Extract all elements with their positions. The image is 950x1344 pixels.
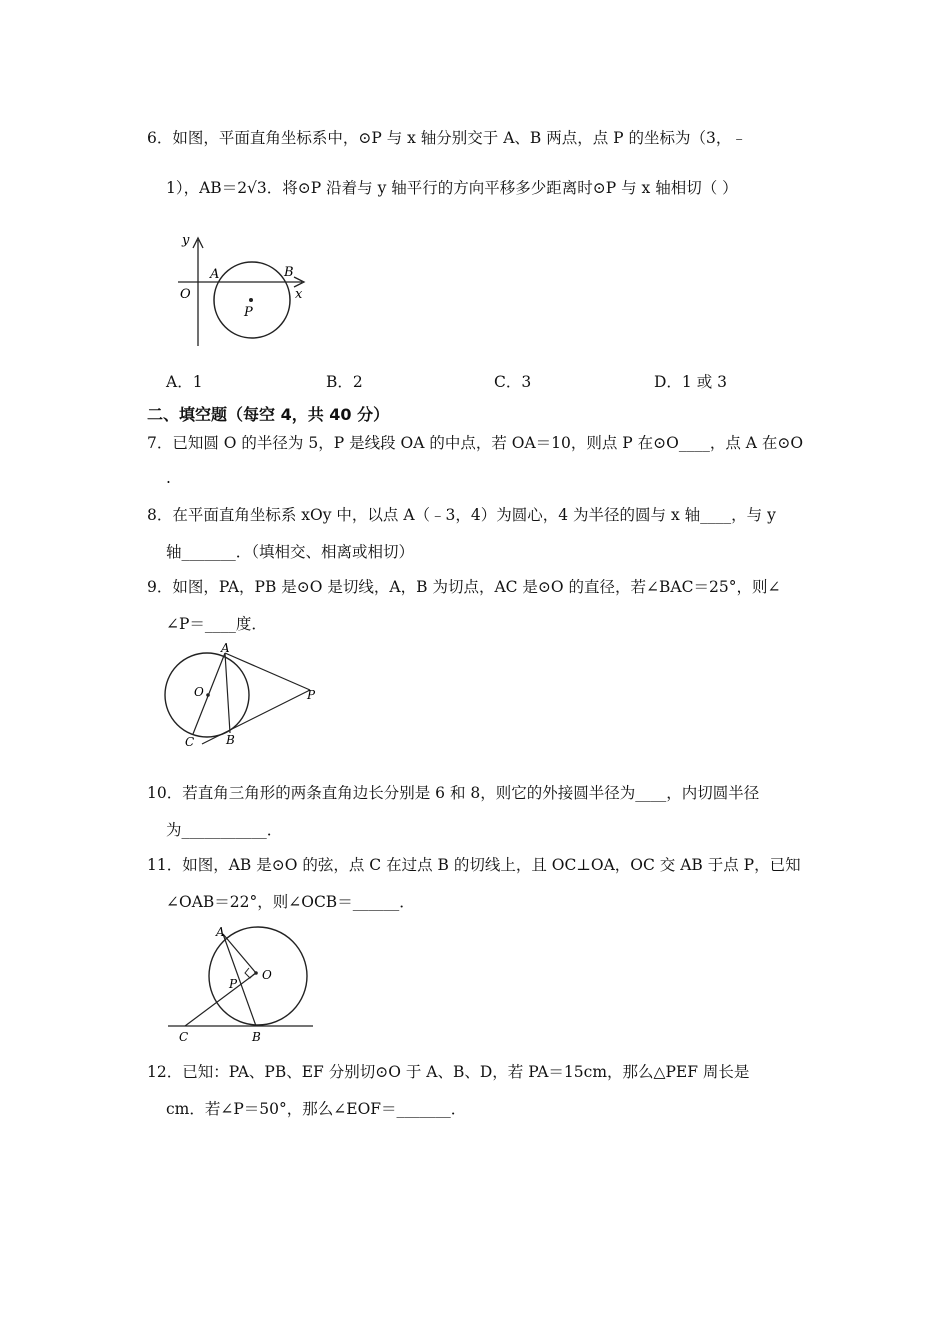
q6-text-line1: 6．如图，平面直角坐标系中，⊙P 与 x 轴分别交于 A、B 两点，点 P 的坐标为（3，﹣ [147, 129, 747, 147]
q11-chord-ab [223, 934, 256, 1026]
q9-label-c: C [185, 735, 195, 749]
q11-radius-oa [223, 934, 256, 973]
q11-circle-o [209, 927, 307, 1025]
q11-chord-figure [163, 920, 318, 1045]
q6-coordinate-figure [170, 228, 320, 353]
section2-heading: 二、填空题（每空 4，共 40 分） [147, 405, 390, 424]
q8-text-line2: 轴_______．（填相交、相离或相切） [166, 543, 415, 561]
q11-text-line2: ∠OAB＝22°，则∠OCB＝______． [166, 893, 415, 911]
q9-chord-ab [225, 653, 230, 733]
q10-text-line1: 10．若直角三角形的两条直角边长分别是 6 和 8，则它的外接圆半径为____，内切圆半径 [147, 784, 760, 802]
q6-label-a: A [210, 267, 220, 282]
q11-text-line1: 11．如图，AB 是⊙O 的弦，点 C 在过点 B 的切线上，且 OC⊥OA，OC 交 AB 于点 P，已知 [147, 856, 801, 874]
q7-text-line2: . [166, 469, 171, 487]
q6-center-dot [249, 298, 253, 302]
q6-label-y: y [182, 233, 190, 248]
q6-option-c: C．3 [494, 373, 532, 391]
q11-label-a: A [216, 925, 225, 939]
q11-label-c: C [179, 1030, 189, 1044]
q12-text-line1: 12．已知：PA、PB、EF 分别切⊙O 于 A、B、D，若 PA＝15cm，那么△PEF 周长是 [147, 1063, 750, 1081]
q9-label-p: P [307, 688, 316, 702]
q9-text-line1: 9．如图，PA，PB 是⊙O 是切线，A，B 为切点，AC 是⊙O 的直径，若∠BAC＝25°，则∠ [147, 578, 781, 596]
q9-label-o: O [194, 685, 204, 699]
q6-label-b: B [284, 265, 294, 280]
q11-label-b: B [252, 1030, 261, 1044]
q12-text-line2: cm．若∠P＝50°，那么∠EOF＝_______． [166, 1100, 467, 1118]
q11-label-p: P [229, 977, 238, 991]
q11-center-dot [254, 971, 258, 975]
q9-tangent-pb [202, 690, 310, 744]
q9-tangent-pa [225, 653, 310, 690]
q10-text-line2: 为___________． [166, 821, 283, 839]
q9-center-dot [206, 693, 210, 697]
q11-segment-oc [185, 973, 256, 1026]
q6-label-x: x [295, 287, 303, 302]
q6-option-d: D．1 或 3 [654, 373, 728, 391]
q9-tangent-figure [160, 640, 330, 752]
q6-option-b: B．2 [326, 373, 363, 391]
q6-text-line2: 1），AB＝2√3．将⊙P 沿着与 y 轴平行的方向平移多少距离时⊙P 与 x 轴相切（ ） [166, 179, 738, 197]
q8-text-line1: 8．在平面直角坐标系 xOy 中，以点 A（﹣3，4）为圆心，4 为半径的圆与 x 轴____，与 y [147, 506, 776, 524]
q9-text-line2: ∠P＝____度． [166, 615, 267, 633]
q11-label-o: O [262, 968, 272, 982]
q9-label-a: A [221, 641, 230, 655]
q6-option-a: A．1 [166, 373, 203, 391]
q6-label-p: P [244, 305, 253, 320]
q9-label-b: B [226, 733, 235, 747]
q6-label-o: O [180, 287, 191, 302]
q7-text-line1: 7．已知圆 O 的半径为 5，P 是线段 OA 的中点，若 OA＝10，则点 P 在⊙O____，点 A 在⊙O [147, 434, 804, 452]
